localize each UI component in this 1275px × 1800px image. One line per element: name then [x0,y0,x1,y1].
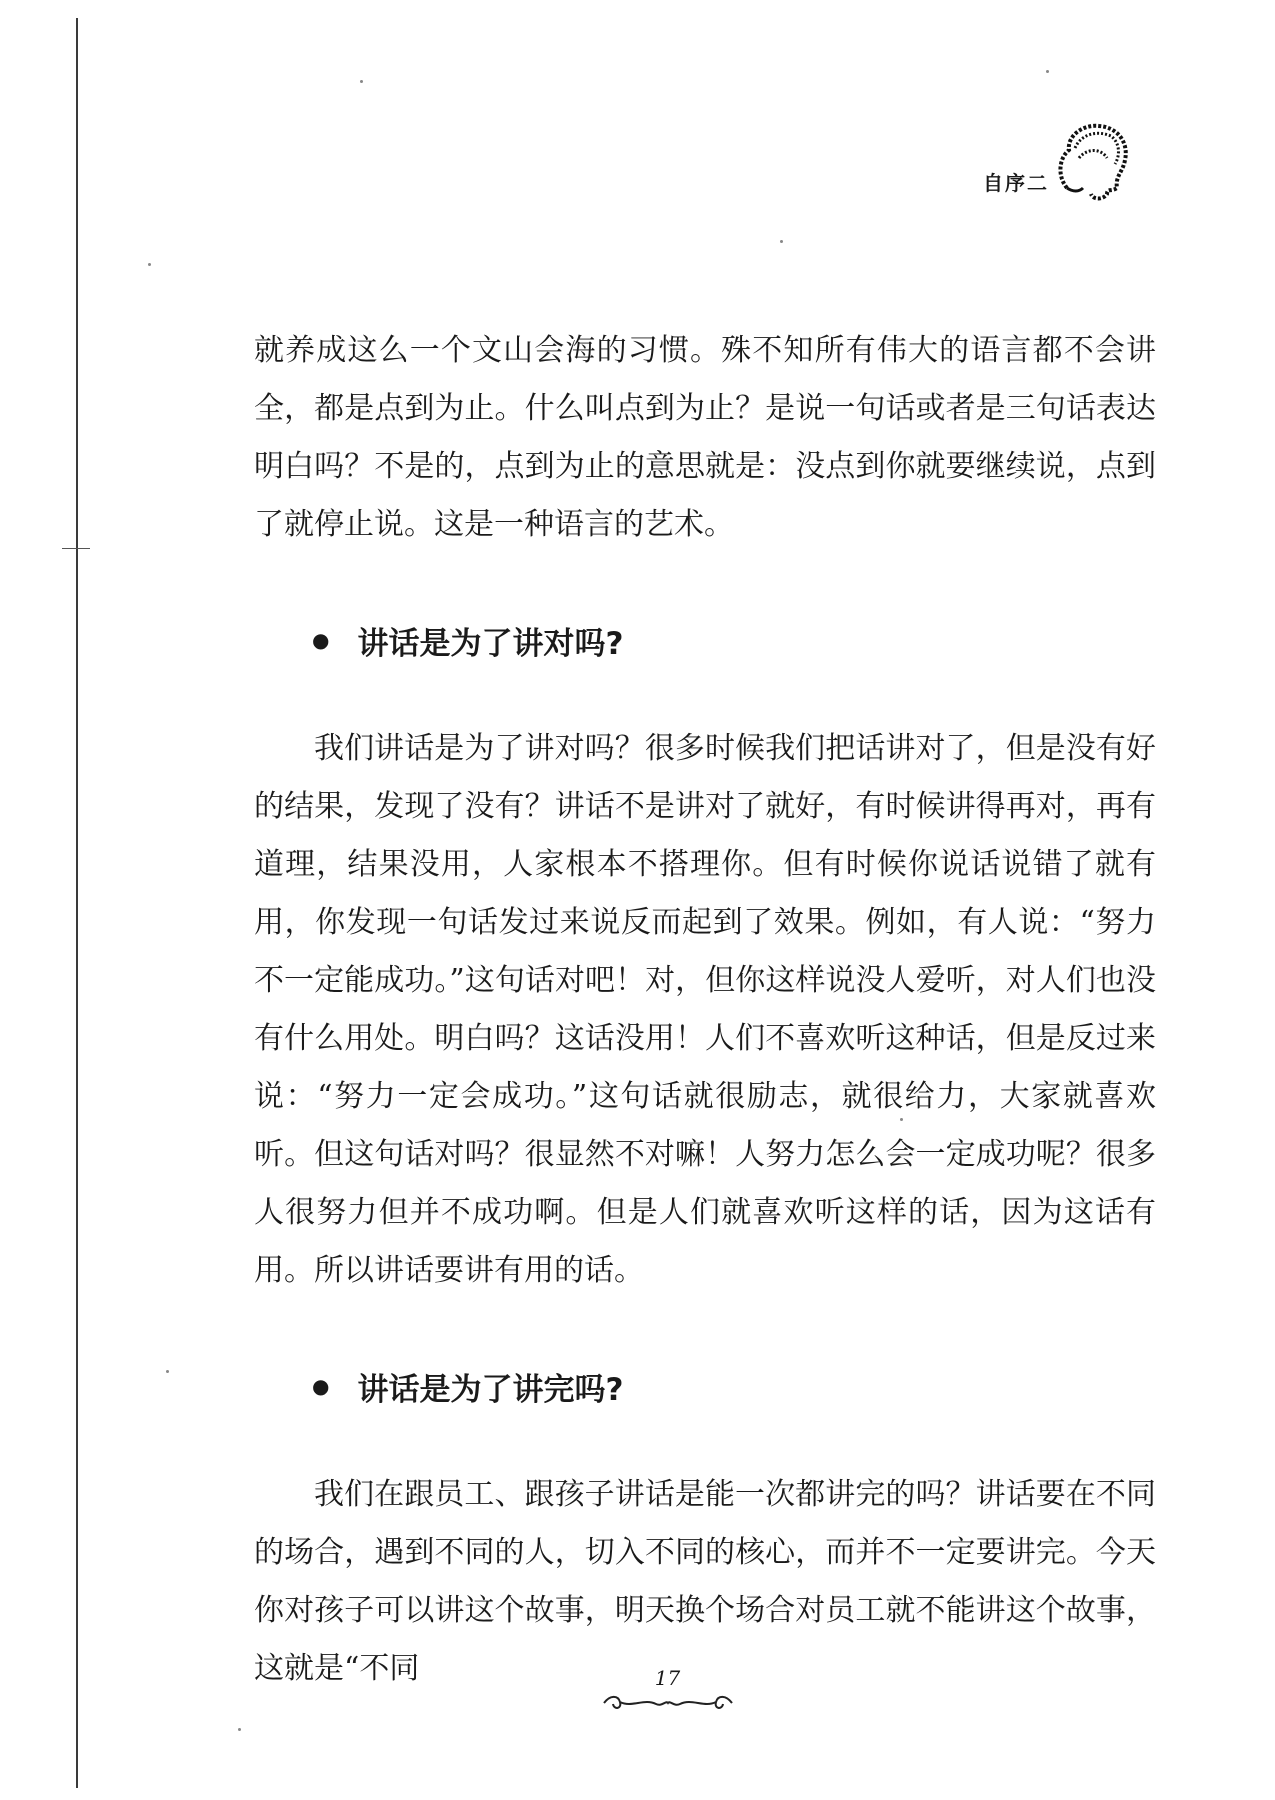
footer-ornament-icon [598,1692,738,1714]
section-paragraph: 我们讲话是为了讲对吗？很多时候我们把话讲对了，但是没有好的结果，发现了没有？讲话不是讲对了就好，有时候讲得再对，再有道理，结果没用，人家根本不搭理你。但有时候你说话说错了就有用，你发现一句话发过来说反而起到了效果。例如，有人说：“努力不一定能成功。”这句话对吧！对，但你这样说没人爱听，对人们也没有什么用处。明白吗？这话没用！人们不喜欢听这种话，但是反过来说：“努力一定会成功。”这句话就很励志，就很给力，大家就喜欢听。但这句话对吗？很显然不对嘛！人努力怎么会一定成功呢？很多人很努力但并不成功啊。但是人们就喜欢听这样的话，因为这话有用。所以讲话要讲有用的话。 [254,731,1156,1288]
page-body [254,322,1156,1698]
bullet-icon: ● [312,628,330,652]
page-footer [0,1666,1275,1714]
scan-speck [1046,70,1049,73]
page-number: 17 [654,1666,681,1690]
section-title: 自序二 [983,171,1049,195]
section-heading [312,1366,1156,1406]
section-heading-text: 讲话是为了讲完吗? [357,1371,624,1408]
scan-speck [238,1728,241,1731]
section-heading-text: 讲话是为了讲对吗? [357,625,624,662]
running-header [983,118,1133,204]
section-paragraph: 我们在跟员工、跟孩子讲话是能一次都讲完的吗？讲话要在不同的场合，遇到不同的人，切入不同的核心，而并不一定要讲完。今天你对孩子可以讲这个故事，明天换个场合对员工就不能讲这个故事，这就是“不同 [254,1477,1156,1686]
binding-line [76,18,78,1788]
scan-speck [148,263,151,266]
section-heading [312,620,1156,660]
scan-speck [166,1370,169,1373]
scan-speck [780,240,783,243]
binding-tick [62,548,90,549]
bullet-icon: ● [312,1374,330,1398]
intro-paragraph: 就养成这么一个文山会海的习惯。殊不知所有伟大的语言都不会讲全，都是点到为止。什么叫点到为止？是说一句话或者是三句话表达明白吗？不是的，点到为止的意思就是：没点到你就要继续说，点到了就停止说。这是一种语言的艺术。 [254,333,1156,542]
head-profile-icon [1053,118,1133,204]
scan-speck [360,80,363,83]
